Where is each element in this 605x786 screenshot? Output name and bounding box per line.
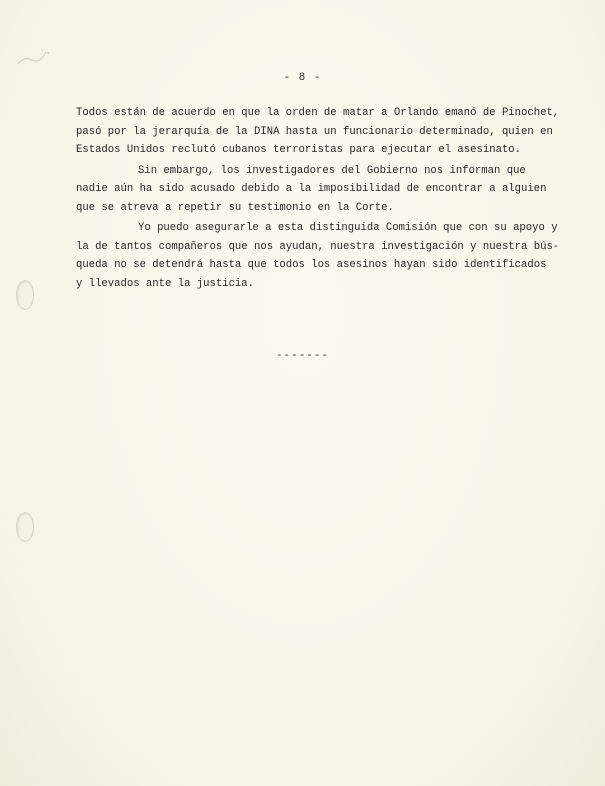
binder-hole-upper: [16, 280, 34, 310]
text-line: que se atreva a repetir su testimonio en la Corte.: [76, 201, 394, 214]
binder-hole-lower: [16, 512, 34, 542]
section-divider: -------: [275, 350, 330, 362]
body-text: [76, 104, 560, 293]
text-line: queda no se detendrá hasta que todos los asesinos hayan sido identificados: [76, 259, 547, 271]
text-line: Sin embargo, los investigadores del Gobierno nos informan que: [138, 164, 526, 177]
paragraph-1: [76, 104, 560, 160]
text-line: y llevados ante la justicia.: [76, 277, 255, 290]
text-line: Yo puedo asegurarle a esta distinguida Comisión que con su apoyo y: [138, 222, 558, 234]
ink-smudge-mark: [14, 44, 60, 70]
text-line: pasó por la jerarquía de la DINA hasta un funcionario determinado, quien en: [76, 125, 553, 138]
text-line: nadie aún ha sido acusado debido a la imposibilidad de encontrar a alguien: [76, 183, 547, 195]
paragraph-3: [76, 219, 560, 293]
text-line: Estados Unidos reclutó cubanos terroristas para ejecutar el asesinato.: [76, 144, 522, 156]
text-line: Todos están de acuerdo en que la orden de matar a Orlando emanó de Pinochet,: [76, 107, 560, 119]
paragraph-2: [76, 162, 552, 218]
page-number: - 8 -: [283, 72, 322, 84]
text-line: la de tantos compañeros que nos ayudan, nuestra investigación y nuestra bús-: [76, 240, 560, 253]
